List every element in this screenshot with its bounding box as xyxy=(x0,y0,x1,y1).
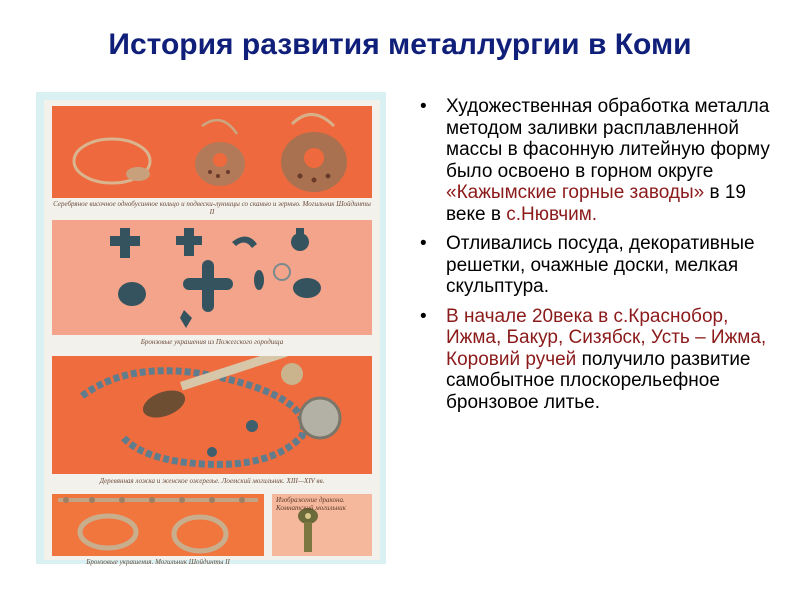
bullet-text: получило развитие самобытное плоскорельефное бронзовое литье. xyxy=(446,348,751,413)
bullet-item xyxy=(408,233,780,298)
photo-bronze-ornaments xyxy=(52,220,372,335)
photo-caption: Бронзовые украшения. Могильник Шойдинты II xyxy=(86,558,230,566)
bullet-text: в 19 веке в xyxy=(446,182,746,225)
bullet-highlight: «Кажымские горные заводы» xyxy=(446,182,705,203)
photo-spoon-necklace xyxy=(52,356,372,474)
bullet-item xyxy=(408,306,780,414)
bullet-text: Отливались посуда, декоративные решетки, очажные доски, мелкая скульптура. xyxy=(446,233,755,297)
bullet-highlight: В начале 20века в с.Краснобор, Ижма, Бакур, Сизябск, Усть – Ижма, Коровий ручей xyxy=(446,305,767,370)
artifact-photo-plate xyxy=(36,92,386,564)
bullet-marker: • xyxy=(420,233,427,254)
slide-title: История развития металлургии в Коми xyxy=(108,28,692,61)
photo-bronze-brooches xyxy=(52,494,264,556)
bullet-item xyxy=(408,96,780,225)
bullet-list xyxy=(408,96,780,421)
photo-plate-inner xyxy=(44,100,380,566)
photo-silver-rings xyxy=(52,106,372,198)
bullet-text: Художественная обработка металла методом заливки расплавленной массы в фасонную литейную форму было освоено в горном округе xyxy=(446,96,770,182)
photo-caption: Деревянная ложка и женское ожерелье. Лоемский могильник. XIII—XIV вв. xyxy=(99,477,325,485)
bullet-marker: • xyxy=(420,96,427,117)
photo-caption: Бронзовые украшения из Пожегского городища xyxy=(140,338,284,346)
photo-caption: Серебряное височное однобусинное кольцо и подвески-лунницы со сканью и зернью. Могильник Шойдинты II xyxy=(53,200,371,216)
photo-caption: Изображение дракона. Комнатский могильник xyxy=(276,496,346,512)
bullet-marker: • xyxy=(420,305,427,327)
bullet-highlight: с.Нювчим. xyxy=(506,203,598,225)
